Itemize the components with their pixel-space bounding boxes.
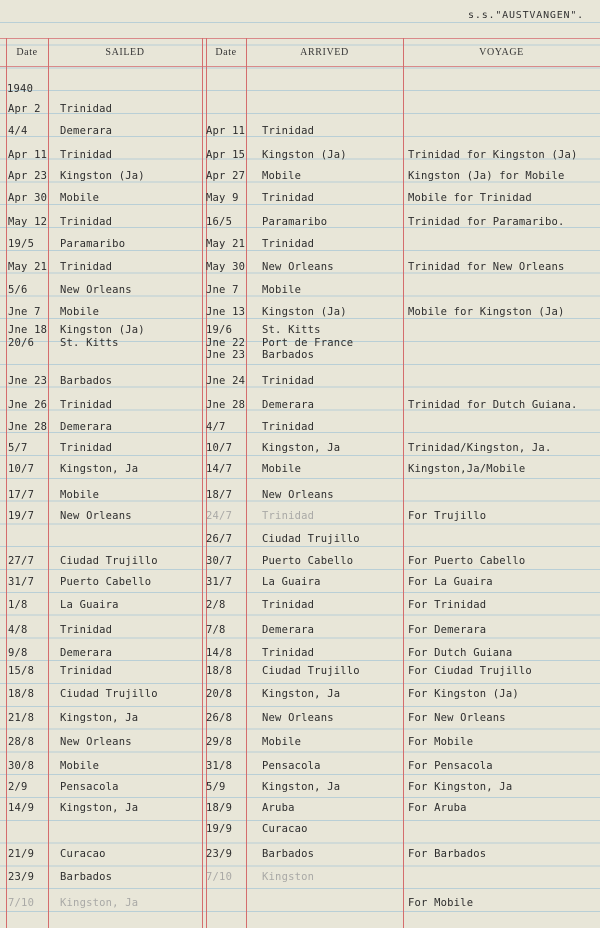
arrived-port: Barbados (262, 349, 315, 361)
voyage-text: For Ciudad Trujillo (408, 665, 532, 677)
column-rule (202, 38, 203, 928)
sailed-date: 1/8 (8, 599, 28, 611)
arrived-port: Paramaribo (262, 216, 328, 228)
sailed-port: Curacao (60, 848, 106, 860)
arrived-date: 4/7 (206, 421, 226, 433)
column-rule (48, 38, 49, 928)
sailed-port: Kingston (Ja) (60, 170, 145, 182)
sailed-port: Mobile (60, 192, 100, 204)
sailed-port: Trinidad (60, 624, 113, 636)
sailed-date: 5/7 (8, 442, 28, 454)
arrived-port: Kingston, Ja (262, 781, 341, 793)
sailed-date: Jne 7 (8, 306, 41, 318)
sailed-port: Kingston, Ja (60, 897, 139, 909)
arrived-date: 16/5 (206, 216, 233, 228)
arrived-date: 20/8 (206, 688, 233, 700)
voyage-text: For New Orleans (408, 712, 506, 724)
sailed-port: Puerto Cabello (60, 576, 152, 588)
sailed-port: Kingston, Ja (60, 802, 139, 814)
arrived-port: New Orleans (262, 712, 334, 724)
voyage-text: For Kingston (Ja) (408, 688, 519, 700)
voyage-text: For Mobile (408, 897, 474, 909)
arrived-port: Puerto Cabello (262, 555, 354, 567)
sailed-port: Barbados (60, 375, 113, 387)
arrived-date: May 30 (206, 261, 246, 273)
arrived-date: 10/7 (206, 442, 233, 454)
arrived-date: 14/7 (206, 463, 233, 475)
sailed-port: Kingston, Ja (60, 463, 139, 475)
sailed-date: 30/8 (8, 760, 35, 772)
voyage-text: For Trujillo (408, 510, 487, 522)
arrived-port: Ciudad Trujillo (262, 665, 360, 677)
sailed-date: Apr 30 (8, 192, 48, 204)
header-top-rule (0, 38, 600, 39)
sailed-date: 23/9 (8, 871, 35, 883)
sailed-date: 20/6 (8, 337, 35, 349)
arrived-port: Trinidad (262, 599, 315, 611)
voyage-text: For Pensacola (408, 760, 493, 772)
arrived-date: 19/9 (206, 823, 233, 835)
sailed-port: Trinidad (60, 149, 113, 161)
sailed-date: May 21 (8, 261, 48, 273)
voyage-text: Trinidad for New Orleans (408, 261, 565, 273)
arrived-port: Barbados (262, 848, 315, 860)
arrived-date: May 9 (206, 192, 239, 204)
sailed-date: Apr 11 (8, 149, 48, 161)
arrived-date: 7/8 (206, 624, 226, 636)
voyage-text: Trinidad/Kingston, Ja. (408, 442, 552, 454)
voyage-text: Trinidad for Paramaribo. (408, 216, 565, 228)
arrived-date: Jne 7 (206, 284, 239, 296)
arrived-date: 19/6 (206, 324, 233, 336)
column-rule (246, 38, 247, 928)
arrived-port: Kingston (Ja) (262, 306, 347, 318)
voyage-text: For La Guaira (408, 576, 493, 588)
arrived-port: Demerara (262, 624, 315, 636)
arrived-port: New Orleans (262, 261, 334, 273)
sailed-date: Apr 23 (8, 170, 48, 182)
sailed-date: Jne 18 (8, 324, 48, 336)
voyage-text: Kingston (Ja) for Mobile (408, 170, 565, 182)
arrived-port: Kingston (Ja) (262, 149, 347, 161)
arrived-date: Jne 23 (206, 349, 246, 361)
voyage-text: For Dutch Guiana (408, 647, 513, 659)
arrived-date: 31/7 (206, 576, 233, 588)
sailed-date: Apr 2 (8, 103, 41, 115)
arrived-date: 26/7 (206, 533, 233, 545)
sailed-date: 28/8 (8, 736, 35, 748)
arrived-date: Apr 15 (206, 149, 246, 161)
sailed-port: Mobile (60, 760, 100, 772)
sailed-port: Trinidad (60, 216, 113, 228)
sailed-port: Demerara (60, 125, 113, 137)
arrived-port: Kingston (262, 871, 315, 883)
sailed-port: Ciudad Trujillo (60, 555, 158, 567)
sailed-date: Jne 26 (8, 399, 48, 411)
arrived-port: New Orleans (262, 489, 334, 501)
sailed-date: 4/4 (8, 125, 28, 137)
sailed-date: 2/9 (8, 781, 28, 793)
arrived-port: Ciudad Trujillo (262, 533, 360, 545)
sailed-date: 9/8 (8, 647, 28, 659)
arrived-date: 24/7 (206, 510, 233, 522)
arrived-port: Trinidad (262, 375, 315, 387)
arrived-date: 2/8 (206, 599, 226, 611)
sailed-port: New Orleans (60, 510, 132, 522)
sailed-date: 31/7 (8, 576, 35, 588)
sailed-port: Kingston, Ja (60, 712, 139, 724)
sailed-date: 14/9 (8, 802, 35, 814)
sailed-port: New Orleans (60, 736, 132, 748)
arrived-date: 14/8 (206, 647, 233, 659)
sailed-port: Paramaribo (60, 238, 126, 250)
sailed-port: Pensacola (60, 781, 119, 793)
arrived-date: 5/9 (206, 781, 226, 793)
header-date-sailed: Date (16, 47, 38, 58)
arrived-date: Jne 22 (206, 337, 246, 349)
sailed-date: 21/9 (8, 848, 35, 860)
arrived-port: Trinidad (262, 510, 315, 522)
column-rule (6, 38, 7, 928)
voyage-text: For Aruba (408, 802, 467, 814)
arrived-date: 26/8 (206, 712, 233, 724)
voyage-text: Trinidad for Kingston (Ja) (408, 149, 578, 161)
sailed-date: 5/6 (8, 284, 28, 296)
voyage-text: For Barbados (408, 848, 487, 860)
arrived-date: Jne 24 (206, 375, 246, 387)
arrived-port: Demerara (262, 399, 315, 411)
arrived-port: Trinidad (262, 421, 315, 433)
arrived-date: 30/7 (206, 555, 233, 567)
arrived-port: Trinidad (262, 192, 315, 204)
arrived-date: 7/10 (206, 871, 233, 883)
voyage-text: For Trinidad (408, 599, 487, 611)
arrived-date: 18/8 (206, 665, 233, 677)
arrived-port: Mobile (262, 736, 302, 748)
sailed-port: St. Kitts (60, 337, 119, 349)
sailed-port: Demerara (60, 647, 113, 659)
sailed-date: 15/8 (8, 665, 35, 677)
voyage-text: Mobile for Trinidad (408, 192, 532, 204)
sailed-port: Trinidad (60, 442, 113, 454)
sailed-port: La Guaira (60, 599, 119, 611)
voyage-text: For Kingston, Ja (408, 781, 513, 793)
voyage-text: For Mobile (408, 736, 474, 748)
arrived-date: May 21 (206, 238, 246, 250)
sailed-port: Ciudad Trujillo (60, 688, 158, 700)
sailed-date: 4/8 (8, 624, 28, 636)
arrived-port: Pensacola (262, 760, 321, 772)
header-arrived: ARRIVED (300, 47, 349, 58)
arrived-port: Curacao (262, 823, 308, 835)
sailed-date: 19/7 (8, 510, 35, 522)
arrived-date: 31/8 (206, 760, 233, 772)
sailed-port: Kingston (Ja) (60, 324, 145, 336)
header-date-arrived: Date (215, 47, 237, 58)
header-bottom-rule (0, 66, 600, 67)
arrived-port: Mobile (262, 170, 302, 182)
arrived-port: La Guaira (262, 576, 321, 588)
sailed-port: Barbados (60, 871, 113, 883)
sailed-port: Demerara (60, 421, 113, 433)
sailed-port: Mobile (60, 306, 100, 318)
arrived-date: Jne 28 (206, 399, 246, 411)
arrived-port: Mobile (262, 284, 302, 296)
arrived-date: 18/7 (206, 489, 233, 501)
sailed-port: Trinidad (60, 399, 113, 411)
arrived-port: Trinidad (262, 238, 315, 250)
sailed-port: Trinidad (60, 103, 113, 115)
voyage-text: Kingston,Ja/Mobile (408, 463, 526, 475)
sailed-date: 27/7 (8, 555, 35, 567)
arrived-date: 29/8 (206, 736, 233, 748)
voyage-text: For Puerto Cabello (408, 555, 526, 567)
voyage-text: For Demerara (408, 624, 487, 636)
sailed-port: New Orleans (60, 284, 132, 296)
arrived-port: Kingston, Ja (262, 442, 341, 454)
column-rule (403, 38, 404, 928)
year-label: 1940 (7, 83, 34, 95)
voyage-text: Mobile for Kingston (Ja) (408, 306, 565, 318)
sailed-port: Trinidad (60, 665, 113, 677)
header-voyage: VOYAGE (479, 47, 524, 58)
arrived-port: Mobile (262, 463, 302, 475)
arrived-date: Apr 11 (206, 125, 246, 137)
sailed-date: 17/7 (8, 489, 35, 501)
arrived-date: 18/9 (206, 802, 233, 814)
arrived-port: Trinidad (262, 647, 315, 659)
arrived-date: Jne 13 (206, 306, 246, 318)
arrived-port: Aruba (262, 802, 295, 814)
sailed-date: 7/10 (8, 897, 35, 909)
sailed-date: 18/8 (8, 688, 35, 700)
arrived-port: Kingston, Ja (262, 688, 341, 700)
sailed-date: 19/5 (8, 238, 35, 250)
sailed-date: Jne 28 (8, 421, 48, 433)
sailed-date: May 12 (8, 216, 48, 228)
arrived-port: Trinidad (262, 125, 315, 137)
header-sailed: SAILED (105, 47, 145, 58)
sailed-port: Mobile (60, 489, 100, 501)
sailed-date: 10/7 (8, 463, 35, 475)
ship-name: s.s."AUSTVANGEN". (468, 10, 584, 21)
arrived-port: St. Kitts (262, 324, 321, 336)
sailed-date: Jne 23 (8, 375, 48, 387)
voyage-text: Trinidad for Dutch Guiana. (408, 399, 578, 411)
arrived-port: Port de France (262, 337, 354, 349)
sailed-port: Trinidad (60, 261, 113, 273)
arrived-date: 23/9 (206, 848, 233, 860)
sailed-date: 21/8 (8, 712, 35, 724)
arrived-date: Apr 27 (206, 170, 246, 182)
